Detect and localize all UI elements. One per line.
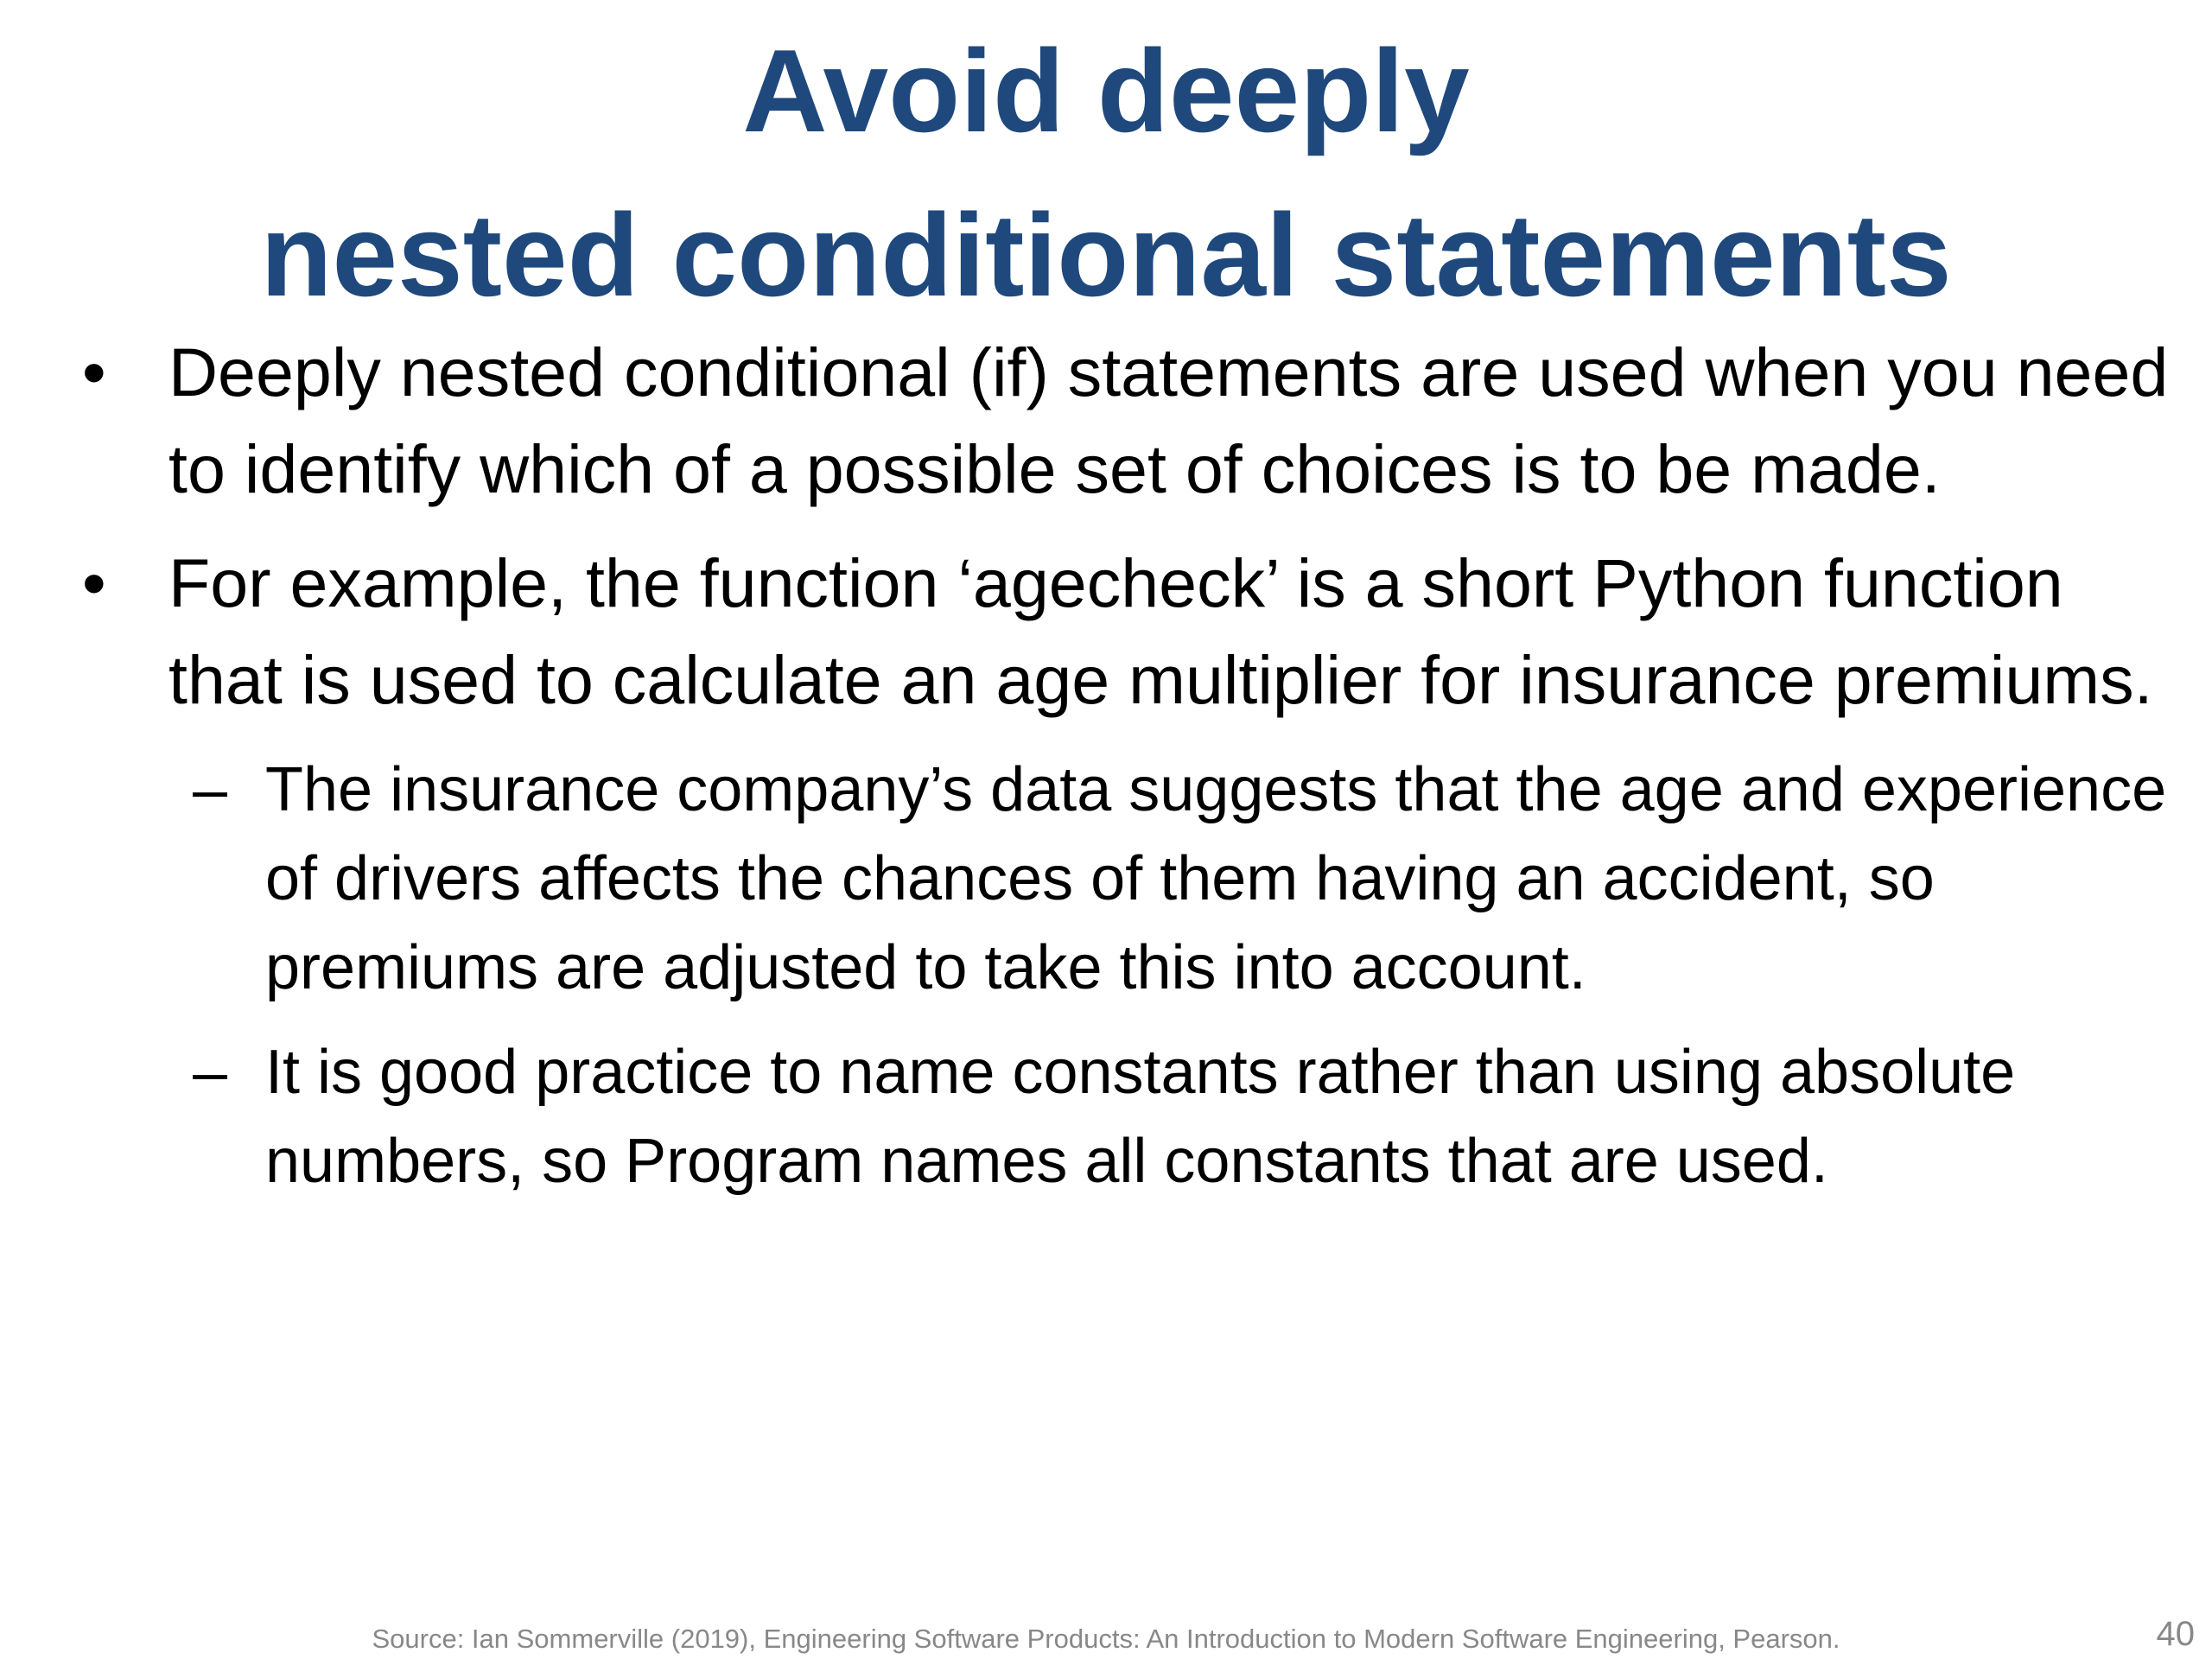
sub-bullet-marker: –: [193, 755, 228, 824]
sub-bullet-text: It is good practice to name constants rather than using absolute numbers, so Program names all constants that are used.: [265, 1038, 2016, 1196]
sub-bullet-item: [82, 746, 2173, 1013]
page-number: 40: [2156, 1615, 2195, 1653]
sub-bullet-text: The insurance company’s data suggests that the age and experience of drivers affects the chances of them having an accident, so premiums are adjusted to take this into account.: [265, 755, 2167, 1002]
bullet-marker: •: [82, 544, 106, 621]
bullet-item: [82, 535, 2173, 728]
slide-title: [0, 9, 2212, 337]
slide-title-line-2: nested conditional statements: [260, 189, 1952, 321]
footer-source: Source: Ian Sommerville (2019), Engineering Software Products: An Introduction to Modern Software Engineering, Pearson.: [372, 1624, 1840, 1654]
bullet-item: [82, 324, 2173, 518]
slide-body: [82, 324, 2173, 1222]
sub-bullet-item: [82, 1028, 2173, 1206]
bullet-text: Deeply nested conditional (if) statements are used when you need to identify which of a possible set of choices is to be made.: [168, 334, 2169, 507]
bullet-text: For example, the function ‘agecheck’ is a short Python function that is used to calculate an age multiplier for insurance premiums.: [168, 544, 2153, 718]
slide-title-line-1: Avoid deeply: [742, 25, 1470, 156]
bullet-marker: •: [82, 334, 106, 410]
sub-bullet-marker: –: [193, 1038, 228, 1107]
